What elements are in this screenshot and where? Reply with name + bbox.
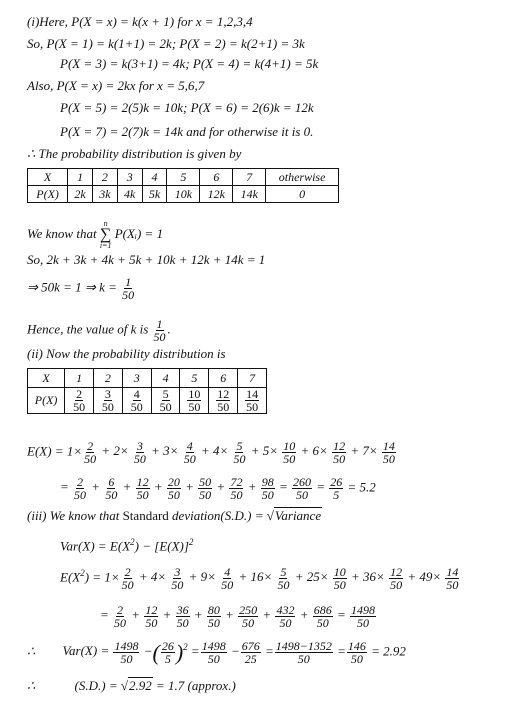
- table2-value-row: [28, 388, 267, 414]
- sum-line2: So, 2k + 3k + 4k + 5k + 10k + 12k + 14k = 1: [27, 252, 266, 267]
- table2-header-row: [28, 369, 267, 388]
- table1-cell: 4k: [117, 186, 142, 203]
- table2-cell: 6: [209, 369, 238, 388]
- fraction: $\frac{2}{50}$: [84, 439, 97, 466]
- table2-cell: 1: [65, 369, 94, 388]
- sum-intro: We know that: [27, 225, 97, 241]
- expectation-line1: E(X) = 1× $\frac{2}{50}$ + 2× $\frac{3}{50}$ + 3× $\frac{4}{50}$ + 4× $\frac{5}{50}$ + 5× $\frac{10}{50}$ + 6× $\frac{12}{50}$ + 7× $\frac{14}{50}$: [27, 439, 395, 466]
- table1-cell: 10k: [167, 186, 200, 203]
- table1-cell: X: [28, 169, 68, 186]
- part1-line6: P(X = 7) = 2(7)k = 14k and for otherwise it is 0.: [60, 124, 314, 139]
- fraction: $\frac{12}{50}$: [145, 603, 158, 630]
- part2-intro: (ii) Now the probability distribution is: [27, 346, 226, 361]
- k-fraction: $\frac{1}{50}$: [122, 275, 135, 302]
- fraction: $\frac{6}{50}$: [105, 475, 118, 502]
- expectation-line2: = $\frac{2}{50}$ + $\frac{6}{50}$ + $\frac{12}{50}$ + $\frac{20}{50}$ + $\frac{50}{50}$ + $\frac{72}{50}$ + $\frac{98}{50}$ = $\frac{260}{50}$ = $\frac{26}{5}$ = 5.2: [60, 475, 376, 502]
- table1-cell: 2k: [68, 186, 93, 203]
- fraction: $\frac{36}{50}$: [176, 603, 189, 630]
- fraction: $\frac{14}{50}$: [446, 565, 459, 592]
- expectation-label: E(X) = 1×: [27, 443, 83, 459]
- sum-line1: [27, 220, 163, 250]
- table2-cell: [238, 388, 267, 414]
- table2-cell: [94, 388, 123, 414]
- fraction: $\frac{10}{50}$: [188, 387, 201, 414]
- fraction: $\frac{26}{5}$: [330, 475, 343, 502]
- fraction: $\frac{686}{50}$: [313, 603, 332, 630]
- table2-cell: [122, 388, 151, 414]
- fraction: $\frac{98}{50}$: [261, 475, 274, 502]
- table1-cell: 5: [167, 169, 200, 186]
- table1-cell: 0: [266, 186, 339, 203]
- part1-line2: So, P(X = 1) = k(1+1) = 2k; P(X = 2) = k(2+1) = 3k: [27, 36, 305, 51]
- table1-header-row: [28, 169, 339, 186]
- sum-expr: P(Xᵢ) = 1: [114, 225, 164, 241]
- k-value-fraction: $\frac{1}{50}$: [153, 317, 166, 344]
- table2-cell: 4: [151, 369, 180, 388]
- table2-cell: [151, 388, 180, 414]
- table2-cell: 5: [180, 369, 209, 388]
- sum-line3-text: ⇒ 50k = 1 ⇒ k =: [27, 279, 117, 295]
- fraction: $\frac{80}{50}$: [207, 603, 220, 630]
- part1-line5: P(X = 5) = 2(5)k = 10k; P(X = 6) = 2(6)k = 12k: [60, 100, 314, 115]
- fraction: $\frac{2}{50}$: [73, 387, 86, 414]
- fraction: $\frac{14}{50}$: [382, 439, 395, 466]
- sigma-symbol: n ∑ i=1: [99, 219, 112, 250]
- sigma-top: n: [103, 219, 108, 228]
- fraction: $\frac{12}{50}$: [217, 387, 230, 414]
- part1-line7: ∴ The probability distribution is given by: [27, 146, 242, 161]
- table1-cell: 12k: [200, 186, 233, 203]
- fraction: $\frac{3}{50}$: [171, 565, 184, 592]
- table1-cell: otherwise: [266, 169, 339, 186]
- table2-cell: 3: [122, 369, 151, 388]
- sum-line3: [27, 276, 136, 301]
- table1-cell: 14k: [233, 186, 266, 203]
- table2-cell: [65, 388, 94, 414]
- fraction: $\frac{4}{50}$: [221, 565, 234, 592]
- fraction: $\frac{250}{50}$: [239, 603, 258, 630]
- table1-cell: 3k: [92, 186, 117, 203]
- table1-cell: 5k: [142, 186, 167, 203]
- fraction: $\frac{5}{50}$: [159, 387, 172, 414]
- fraction: $\frac{2}{50}$: [121, 565, 134, 592]
- table2-cell: [209, 388, 238, 414]
- fraction: $\frac{1498}{50}$: [351, 603, 375, 630]
- sum-line4: Hence, the value of k is $\frac{1}{50}$ .: [27, 317, 171, 344]
- second-moment-line1: $E(X^2) = 1\times$ $\frac{2}{50}$ + 4× $\frac{3}{50}$ + 9× $\frac{4}{50}$ + 16× $\frac{5}{50}$ + 25× $\frac{10}{50}$ + 36× $\frac{12}{50}$ + 49× $\frac{14}{50}$: [60, 565, 459, 592]
- fraction: $\frac{12}{50}$: [136, 475, 149, 502]
- distribution-table-2: [27, 368, 267, 414]
- part3-intro: (iii) We know that Standard deviation(S.D.) = √Variance: [27, 508, 322, 523]
- fraction: $\frac{72}{50}$: [230, 475, 243, 502]
- table2-cell: 2: [94, 369, 123, 388]
- table2-cell: P(X): [28, 388, 65, 414]
- table2-cell: [180, 388, 209, 414]
- fraction: $\frac{12}{50}$: [333, 439, 346, 466]
- fraction: $\frac{4}{50}$: [130, 387, 143, 414]
- second-moment-line2: = $\frac{2}{50}$ + $\frac{12}{50}$ + $\frac{36}{50}$ + $\frac{80}{50}$ + $\frac{250}{50}$ + $\frac{432}{50}$ + $\frac{686}{50}$ = $\frac{1498}{50}$: [100, 603, 375, 630]
- fraction: $\frac{3}{50}$: [101, 387, 114, 414]
- distribution-table-1: [27, 168, 339, 203]
- part1-line3: P(X = 3) = k(3+1) = 4k; P(X = 4) = k(4+1) = 5k: [60, 56, 319, 71]
- fraction: $\frac{432}{50}$: [276, 603, 295, 630]
- table1-cell: P(X): [28, 186, 68, 203]
- fraction: $\frac{260}{50}$: [293, 475, 311, 502]
- table2-cell: X: [28, 369, 65, 388]
- fraction: $\frac{12}{50}$: [390, 565, 403, 592]
- fraction: $\frac{10}{50}$: [333, 565, 346, 592]
- fraction: $\frac{20}{50}$: [167, 475, 180, 502]
- variance-calc-line: ∴ Var(X) = $\frac{1498}{50}$ −( $\frac{26}{5}$ )$^2$ = $\frac{1498}{50}$ − $\frac{676}{25}$ = $\frac{1498-1352}{50}$ = $\frac{146}{50}$ = 2.92: [27, 639, 406, 666]
- variance-definition: $Var(X) = E(X^2) - [E(X)]^2$: [60, 537, 194, 554]
- sigma-bottom: i=1: [99, 241, 112, 250]
- sd-line: ∴ (S.D.) = √2.92 = 1.7 (approx.): [27, 678, 236, 693]
- expectation-result: = 5.2: [347, 479, 376, 495]
- table1-cell: 2: [92, 169, 117, 186]
- fraction: $\frac{14}{50}$: [246, 387, 259, 414]
- table2-cell: 7: [238, 369, 267, 388]
- table1-cell: 7: [233, 169, 266, 186]
- fraction: $\frac{4}{50}$: [183, 439, 196, 466]
- table1-cell: 1: [68, 169, 93, 186]
- part1-line1: (i)Here, P(X = x) = k(x + 1) for x = 1,2,3,4: [27, 14, 253, 29]
- fraction: $\frac{5}{50}$: [233, 439, 246, 466]
- fraction: $\frac{2}{50}$: [74, 475, 87, 502]
- sum-line4-text: Hence, the value of k is: [27, 321, 149, 337]
- table1-cell: 3: [117, 169, 142, 186]
- table1-cell: 6: [200, 169, 233, 186]
- fraction: $\frac{3}{50}$: [133, 439, 146, 466]
- table1-cell: 4: [142, 169, 167, 186]
- fraction: $\frac{5}{50}$: [277, 565, 290, 592]
- part1-line4: Also, P(X = x) = 2kx for x = 5,6,7: [27, 78, 205, 93]
- fraction: $\frac{50}{50}$: [199, 475, 212, 502]
- table1-value-row: [28, 186, 339, 203]
- fraction: $\frac{10}{50}$: [283, 439, 296, 466]
- fraction: $\frac{2}{50}$: [114, 603, 127, 630]
